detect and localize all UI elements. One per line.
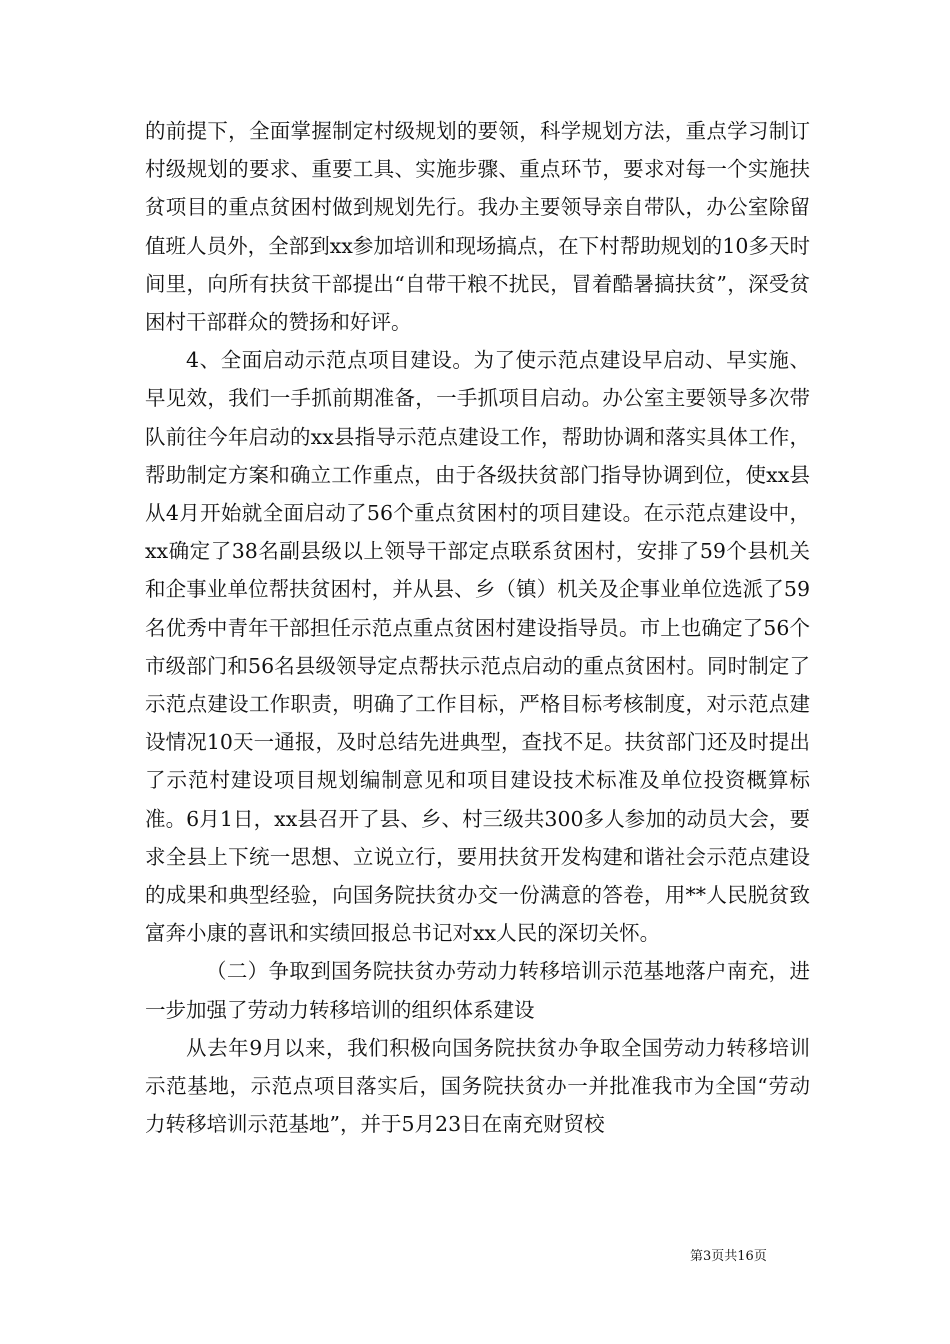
paragraph-labor-training-base: 从去年9月以来，我们积极向国务院扶贫办争取全国劳动力转移培训示范基地，示范点项目落实后，国务院扶贫办一并批准我市为全国“劳动力转移培训示范基地”，并于5月23日在南充财贸校 <box>145 1035 810 1137</box>
section-heading-labor-training: （二）争取到国务院扶贫办劳动力转移培训示范基地落户南充，进一步加强了劳动力转移培训的组织体系建设 <box>145 959 810 1022</box>
paragraph-planning: 的前提下，全面掌握制定村级规划的要领，科学规划方法，重点学习制订村级规划的要求、重要工具、实施步骤、重点环节，要求对每一个实施扶贫项目的重点贫困村做到规划先行。我办主要领导亲自带队，办公室除留值班人员外，全部到xx参加培训和现场搞点，在下村帮助规划的10多天时间里，向所有扶贫干部提出“自带干粮不扰民，冒着酷暑搞扶贫”，深受贫困村干部群众的赞扬和好评。 <box>145 119 810 335</box>
page-number-footer: 第3页共16页 <box>690 1249 767 1264</box>
document-body <box>145 112 810 1143</box>
paragraph-demonstration-projects: 4、全面启动示范点项目建设。为了使示范点建设早启动、早实施、早见效，我们一手抓前期准备，一手抓项目启动。办公室主要领导多次带队前往今年启动的xx县指导示范点建设工作，帮助协调和落实具体工作，帮助制定方案和确立工作重点，由于各级扶贫部门指导协调到位，使xx县从4月开始就全面启动了56个重点贫困村的项目建设。在示范点建设中，xx确定了38名副县级以上领导干部定点联系贫困村，安排了59个县机关和企事业单位帮扶贫困村，并从县、乡（镇）机关及企事业单位选派了59名优秀中青年干部担任示范点重点贫困村建设指导员。市上也确定了56个市级部门和56名县级领导定点帮扶示范点启动的重点贫困村。同时制定了示范点建设工作职责，明确了工作目标，严格目标考核制度，对示范点建设情况10天一通报，及时总结先进典型，查找不足。扶贫部门还及时提出了示范村建设项目规划编制意见和项目建设技术标准及单位投资概算标准。6月1日，xx县召开了县、乡、村三级共300多人参加的动员大会，要求全县上下统一思想、立说立行，要用扶贫开发构建和谐社会示范点建设的成果和典型经验，向国务院扶贫办交一份满意的答卷，用**人民脱贫致富奔小康的喜讯和实绩回报总书记对xx人民的深切关怀。 <box>145 348 810 946</box>
